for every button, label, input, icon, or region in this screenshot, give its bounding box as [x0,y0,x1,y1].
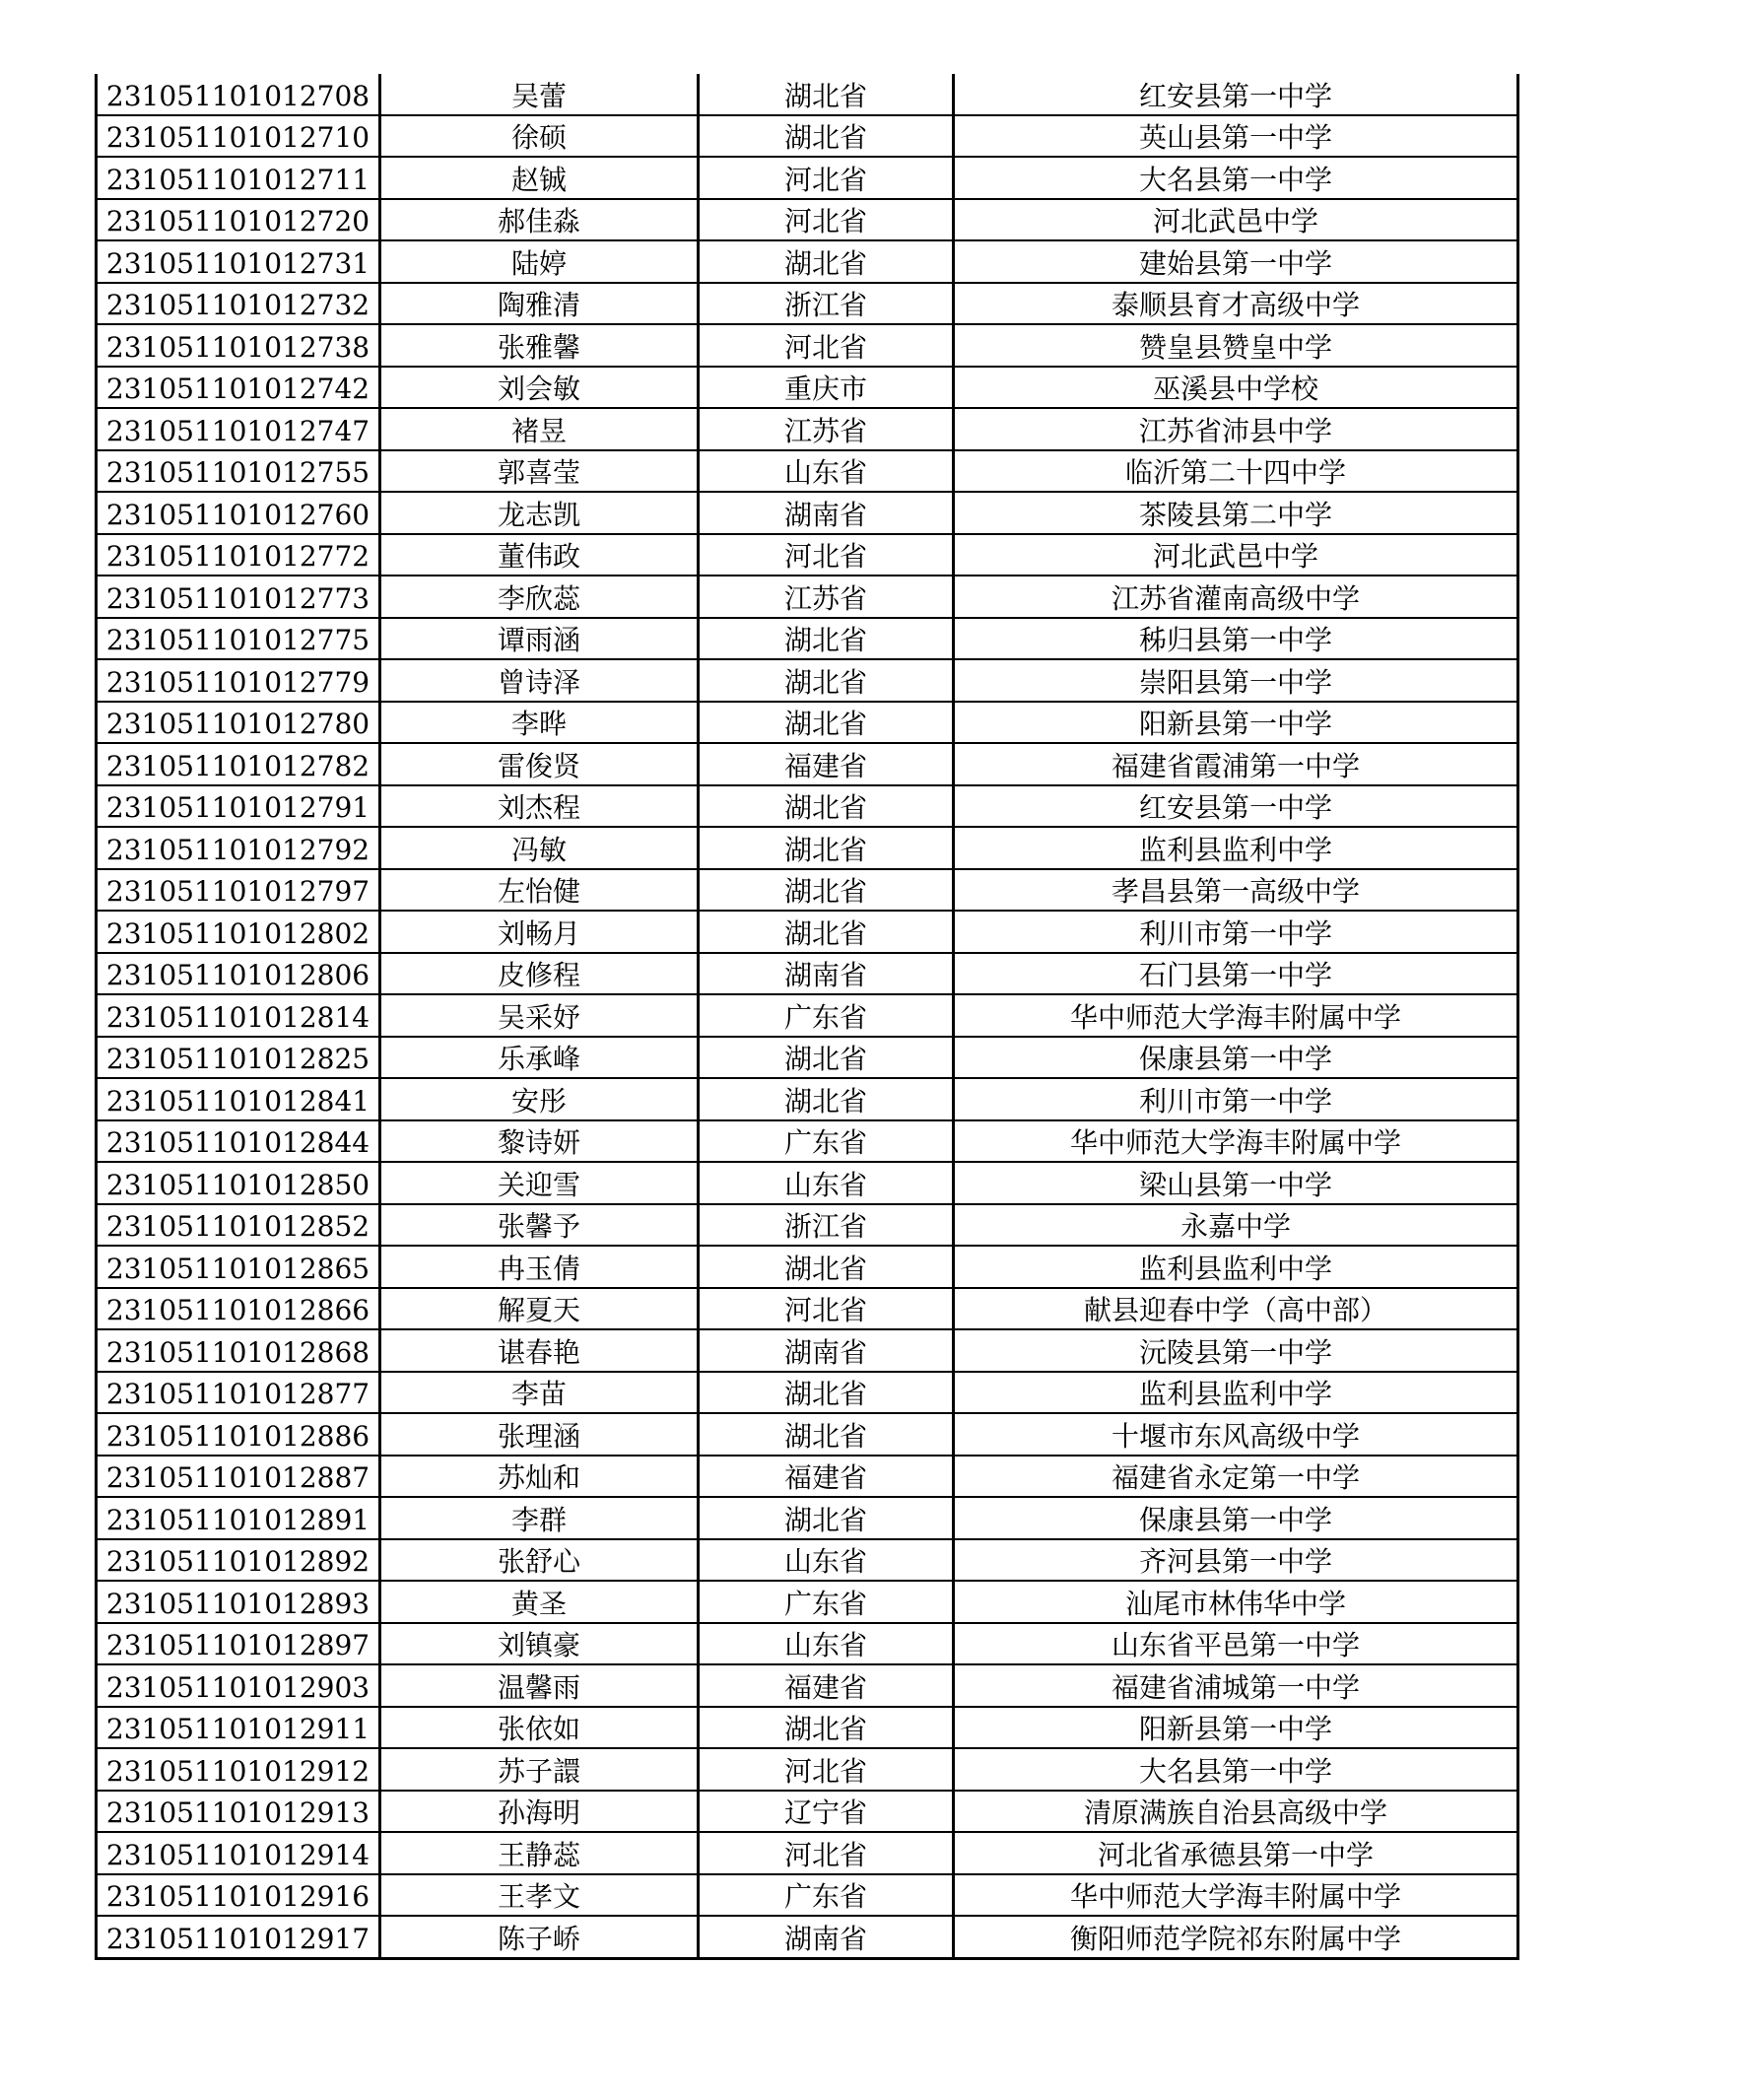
exam-id-cell: 231051101012806 [97,953,380,995]
province-cell: 湖南省 [699,1329,954,1372]
school-cell: 大名县第一中学 [954,1748,1518,1791]
exam-id-cell: 231051101012892 [97,1539,380,1582]
school-cell: 清原满族自治县高级中学 [954,1791,1518,1833]
school-cell: 阳新县第一中学 [954,702,1518,744]
exam-id-cell: 231051101012850 [97,1162,380,1204]
exam-id-cell: 231051101012865 [97,1246,380,1288]
name-cell: 苏灿和 [380,1456,699,1498]
name-cell: 李群 [380,1497,699,1539]
school-cell: 沅陵县第一中学 [954,1329,1518,1372]
school-cell: 英山县第一中学 [954,115,1518,158]
school-cell: 永嘉中学 [954,1204,1518,1247]
province-cell: 江苏省 [699,576,954,618]
province-cell: 湖北省 [699,869,954,912]
exam-id-cell: 231051101012772 [97,534,380,576]
name-cell: 郭喜莹 [380,450,699,493]
school-cell: 山东省平邑第一中学 [954,1623,1518,1665]
province-cell: 河北省 [699,1748,954,1791]
exam-id-cell: 231051101012711 [97,157,380,199]
exam-id-cell: 231051101012773 [97,576,380,618]
school-cell: 监利县监利中学 [954,1246,1518,1288]
table-row [97,576,1518,618]
school-cell: 福建省永定第一中学 [954,1456,1518,1498]
table-row [97,1497,1518,1539]
exam-id-cell: 231051101012731 [97,240,380,283]
school-cell: 孝昌县第一高级中学 [954,869,1518,912]
name-cell: 安彤 [380,1078,699,1120]
table-row [97,827,1518,869]
province-cell: 湖北省 [699,115,954,158]
exam-id-cell: 231051101012852 [97,1204,380,1247]
name-cell: 乐承峰 [380,1037,699,1079]
table-row [97,869,1518,912]
exam-id-cell: 231051101012897 [97,1623,380,1665]
province-cell: 浙江省 [699,1204,954,1247]
school-cell: 献县迎春中学（高中部） [954,1288,1518,1330]
table-row [97,743,1518,785]
exam-id-cell: 231051101012877 [97,1372,380,1414]
name-cell: 温馨雨 [380,1664,699,1707]
province-cell: 山东省 [699,1623,954,1665]
table-row [97,1372,1518,1414]
table-row [97,1623,1518,1665]
school-cell: 保康县第一中学 [954,1037,1518,1079]
name-cell: 李晔 [380,702,699,744]
table-row [97,1664,1518,1707]
name-cell: 陈子峤 [380,1916,699,1958]
table-row [97,1832,1518,1874]
table-row [97,1413,1518,1456]
table-row [97,450,1518,493]
table-row [97,702,1518,744]
exam-id-cell: 231051101012886 [97,1413,380,1456]
school-cell: 江苏省沛县中学 [954,408,1518,450]
exam-id-cell: 231051101012782 [97,743,380,785]
school-cell: 大名县第一中学 [954,157,1518,199]
exam-id-cell: 231051101012866 [97,1288,380,1330]
school-cell: 梁山县第一中学 [954,1162,1518,1204]
name-cell: 孙海明 [380,1791,699,1833]
province-cell: 湖北省 [699,1037,954,1079]
exam-id-cell: 231051101012912 [97,1748,380,1791]
school-cell: 河北武邑中学 [954,534,1518,576]
admission-list-table [95,74,1519,1960]
exam-id-cell: 231051101012742 [97,367,380,409]
school-cell: 河北武邑中学 [954,199,1518,241]
table-row [97,1748,1518,1791]
school-cell: 监利县监利中学 [954,827,1518,869]
exam-id-cell: 231051101012738 [97,324,380,367]
table-row [97,1204,1518,1247]
table-row [97,534,1518,576]
province-cell: 湖北省 [699,1246,954,1288]
name-cell: 张依如 [380,1707,699,1749]
name-cell: 谌春艳 [380,1329,699,1372]
table-row [97,1162,1518,1204]
table-row [97,1329,1518,1372]
province-cell: 河北省 [699,199,954,241]
name-cell: 吴蕾 [380,74,699,115]
name-cell: 张舒心 [380,1539,699,1582]
province-cell: 浙江省 [699,283,954,325]
name-cell: 李欣蕊 [380,576,699,618]
province-cell: 河北省 [699,534,954,576]
province-cell: 湖南省 [699,492,954,534]
exam-id-cell: 231051101012914 [97,1832,380,1874]
school-cell: 华中师范大学海丰附属中学 [954,1874,1518,1917]
table-row [97,157,1518,199]
table-row [97,1539,1518,1582]
name-cell: 解夏天 [380,1288,699,1330]
table-row [97,1246,1518,1288]
table-row [97,994,1518,1037]
name-cell: 黄圣 [380,1581,699,1623]
province-cell: 湖北省 [699,1372,954,1414]
name-cell: 雷俊贤 [380,743,699,785]
school-cell: 红安县第一中学 [954,74,1518,115]
name-cell: 陶雅清 [380,283,699,325]
school-cell: 保康县第一中学 [954,1497,1518,1539]
name-cell: 冯敏 [380,827,699,869]
province-cell: 重庆市 [699,367,954,409]
exam-id-cell: 231051101012791 [97,785,380,828]
exam-id-cell: 231051101012708 [97,74,380,115]
exam-id-cell: 231051101012792 [97,827,380,869]
name-cell: 吴采妤 [380,994,699,1037]
name-cell: 黎诗妍 [380,1120,699,1163]
exam-id-cell: 231051101012780 [97,702,380,744]
school-cell: 赞皇县赞皇中学 [954,324,1518,367]
province-cell: 湖北省 [699,74,954,115]
name-cell: 郝佳淼 [380,199,699,241]
exam-id-cell: 231051101012710 [97,115,380,158]
exam-id-cell: 231051101012755 [97,450,380,493]
school-cell: 巫溪县中学校 [954,367,1518,409]
school-cell: 监利县监利中学 [954,1372,1518,1414]
province-cell: 湖北省 [699,618,954,660]
school-cell: 汕尾市林伟华中学 [954,1581,1518,1623]
province-cell: 湖北省 [699,702,954,744]
table-row [97,1707,1518,1749]
table-row [97,1581,1518,1623]
school-cell: 华中师范大学海丰附属中学 [954,994,1518,1037]
table-row [97,1874,1518,1917]
table-row [97,1078,1518,1120]
province-cell: 福建省 [699,1456,954,1498]
province-cell: 湖北省 [699,827,954,869]
table-row [97,115,1518,158]
exam-id-cell: 231051101012760 [97,492,380,534]
table-row [97,74,1518,115]
exam-id-cell: 231051101012916 [97,1874,380,1917]
table-row [97,324,1518,367]
province-cell: 广东省 [699,1120,954,1163]
province-cell: 河北省 [699,1832,954,1874]
table-row [97,367,1518,409]
table-row [97,618,1518,660]
exam-id-cell: 231051101012814 [97,994,380,1037]
table-row [97,1288,1518,1330]
province-cell: 湖北省 [699,1707,954,1749]
name-cell: 刘杰程 [380,785,699,828]
table-row [97,408,1518,450]
table-row [97,1791,1518,1833]
name-cell: 李苗 [380,1372,699,1414]
name-cell: 左怡健 [380,869,699,912]
table-row [97,953,1518,995]
name-cell: 关迎雪 [380,1162,699,1204]
name-cell: 曾诗泽 [380,659,699,702]
school-cell: 泰顺县育才高级中学 [954,283,1518,325]
name-cell: 陆婷 [380,240,699,283]
table-row [97,911,1518,953]
exam-id-cell: 231051101012844 [97,1120,380,1163]
name-cell: 王孝文 [380,1874,699,1917]
name-cell: 刘镇豪 [380,1623,699,1665]
school-cell: 建始县第一中学 [954,240,1518,283]
name-cell: 赵铖 [380,157,699,199]
school-cell: 衡阳师范学院祁东附属中学 [954,1916,1518,1958]
exam-id-cell: 231051101012779 [97,659,380,702]
province-cell: 湖南省 [699,1916,954,1958]
province-cell: 湖北省 [699,240,954,283]
name-cell: 董伟政 [380,534,699,576]
school-cell: 秭归县第一中学 [954,618,1518,660]
province-cell: 河北省 [699,1288,954,1330]
province-cell: 湖南省 [699,953,954,995]
exam-id-cell: 231051101012802 [97,911,380,953]
province-cell: 山东省 [699,1539,954,1582]
province-cell: 河北省 [699,157,954,199]
table-row [97,1916,1518,1958]
school-cell: 福建省浦城第一中学 [954,1664,1518,1707]
table-body [97,74,1518,1958]
province-cell: 河北省 [699,324,954,367]
exam-id-cell: 231051101012868 [97,1329,380,1372]
school-cell: 茶陵县第二中学 [954,492,1518,534]
name-cell: 褚昱 [380,408,699,450]
province-cell: 福建省 [699,743,954,785]
school-cell: 河北省承德县第一中学 [954,1832,1518,1874]
school-cell: 石门县第一中学 [954,953,1518,995]
exam-id-cell: 231051101012732 [97,283,380,325]
province-cell: 湖北省 [699,1413,954,1456]
exam-id-cell: 231051101012797 [97,869,380,912]
exam-id-cell: 231051101012825 [97,1037,380,1079]
province-cell: 湖北省 [699,911,954,953]
name-cell: 徐硕 [380,115,699,158]
province-cell: 山东省 [699,1162,954,1204]
province-cell: 广东省 [699,1581,954,1623]
exam-id-cell: 231051101012775 [97,618,380,660]
table-row [97,283,1518,325]
province-cell: 湖北省 [699,659,954,702]
exam-id-cell: 231051101012903 [97,1664,380,1707]
school-cell: 江苏省灌南高级中学 [954,576,1518,618]
province-cell: 广东省 [699,994,954,1037]
school-cell: 利川市第一中学 [954,911,1518,953]
table-row [97,1120,1518,1163]
school-cell: 华中师范大学海丰附属中学 [954,1120,1518,1163]
school-cell: 崇阳县第一中学 [954,659,1518,702]
name-cell: 谭雨涵 [380,618,699,660]
province-cell: 湖北省 [699,1078,954,1120]
table-row [97,1037,1518,1079]
table-row [97,240,1518,283]
name-cell: 皮修程 [380,953,699,995]
exam-id-cell: 231051101012841 [97,1078,380,1120]
school-cell: 临沂第二十四中学 [954,450,1518,493]
table-row [97,1456,1518,1498]
name-cell: 刘畅月 [380,911,699,953]
exam-id-cell: 231051101012887 [97,1456,380,1498]
school-cell: 红安县第一中学 [954,785,1518,828]
name-cell: 刘会敏 [380,367,699,409]
province-cell: 湖北省 [699,785,954,828]
province-cell: 江苏省 [699,408,954,450]
table-row [97,785,1518,828]
name-cell: 王静蕊 [380,1832,699,1874]
school-cell: 十堰市东风高级中学 [954,1413,1518,1456]
name-cell: 张馨予 [380,1204,699,1247]
exam-id-cell: 231051101012913 [97,1791,380,1833]
school-cell: 阳新县第一中学 [954,1707,1518,1749]
name-cell: 苏子譞 [380,1748,699,1791]
province-cell: 广东省 [699,1874,954,1917]
name-cell: 张理涵 [380,1413,699,1456]
province-cell: 湖北省 [699,1497,954,1539]
province-cell: 山东省 [699,450,954,493]
table-row [97,659,1518,702]
province-cell: 辽宁省 [699,1791,954,1833]
name-cell: 张雅馨 [380,324,699,367]
table-row [97,492,1518,534]
school-cell: 齐河县第一中学 [954,1539,1518,1582]
province-cell: 福建省 [699,1664,954,1707]
school-cell: 福建省霞浦第一中学 [954,743,1518,785]
name-cell: 龙志凯 [380,492,699,534]
exam-id-cell: 231051101012911 [97,1707,380,1749]
exam-id-cell: 231051101012891 [97,1497,380,1539]
exam-id-cell: 231051101012720 [97,199,380,241]
name-cell: 冉玉倩 [380,1246,699,1288]
school-cell: 利川市第一中学 [954,1078,1518,1120]
exam-id-cell: 231051101012917 [97,1916,380,1958]
exam-id-cell: 231051101012893 [97,1581,380,1623]
table-row [97,199,1518,241]
exam-id-cell: 231051101012747 [97,408,380,450]
